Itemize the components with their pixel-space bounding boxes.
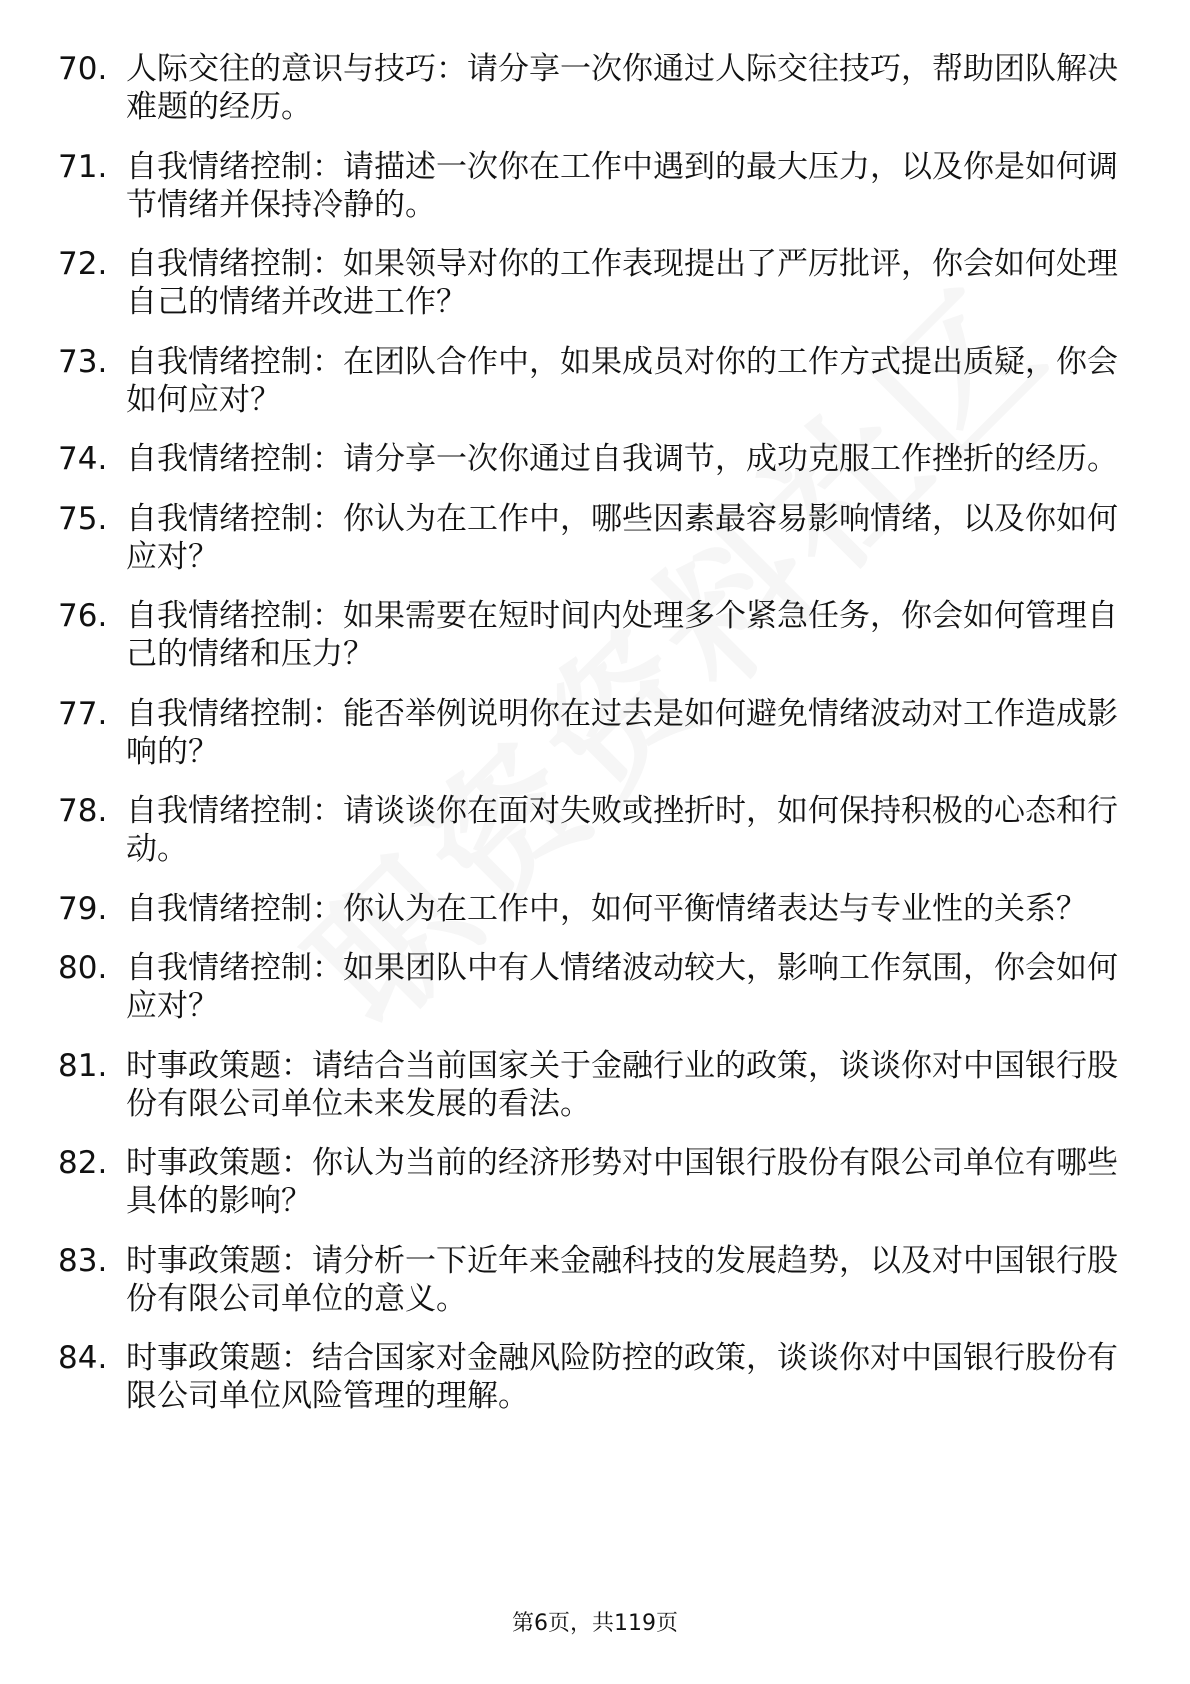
question-text: 时事政策题：你认为当前的经济形势对中国银行股份有限公司单位有哪些具体的影响？ — [126, 1145, 1118, 1219]
list-item — [58, 597, 1118, 673]
question-text: 时事政策题：结合国家对金融风险防控的政策，谈谈你对中国银行股份有限公司单位风险管理的理解。 — [126, 1340, 1118, 1414]
question-list — [58, 50, 1118, 1437]
question-text: 自我情绪控制：请谈谈你在面对失败或挫折时，如何保持积极的心态和行动。 — [126, 793, 1118, 867]
question-number: 72. — [58, 246, 108, 282]
question-number: 79. — [58, 890, 108, 927]
question-number: 73. — [58, 343, 108, 380]
question-number: 83. — [58, 1242, 108, 1279]
list-item — [58, 440, 1118, 478]
question-text: 自我情绪控制：请分享一次你通过自我调节，成功克服工作挫折的经历。 — [126, 441, 1118, 477]
page-footer — [0, 1610, 1190, 1638]
question-text: 人际交往的意识与技巧：请分享一次你通过人际交往技巧，帮助团队解决难题的经历。 — [126, 51, 1118, 125]
list-item — [58, 148, 1118, 224]
question-text: 自我情绪控制：如果团队中有人情绪波动较大，影响工作氛围，你会如何应对？ — [126, 950, 1118, 1024]
question-text: 时事政策题：请分析一下近年来金融科技的发展趋势，以及对中国银行股份有限公司单位的意义。 — [126, 1242, 1118, 1317]
question-number: 78. — [58, 793, 108, 829]
list-item — [58, 1242, 1118, 1318]
question-text: 自我情绪控制：你认为在工作中，如何平衡情绪表达与专业性的关系？ — [126, 890, 1087, 927]
question-number: 80. — [58, 950, 108, 986]
question-text: 自我情绪控制：你认为在工作中，哪些因素最容易影响情绪，以及你如何应对？ — [126, 500, 1118, 575]
list-item — [58, 245, 1118, 321]
list-item — [58, 949, 1118, 1025]
question-number: 75. — [58, 500, 108, 537]
list-item — [58, 1339, 1118, 1415]
question-text: 自我情绪控制：如果领导对你的工作表现提出了严厉批评，你会如何处理自己的情绪并改进工作？ — [126, 246, 1118, 320]
question-number: 84. — [58, 1340, 108, 1376]
question-text: 自我情绪控制：如果需要在短时间内处理多个紧急任务，你会如何管理自己的情绪和压力？ — [126, 598, 1118, 672]
list-item — [58, 50, 1118, 126]
list-item — [58, 695, 1118, 771]
question-text: 自我情绪控制：请描述一次你在工作中遇到的最大压力，以及你是如何调节情绪并保持冷静的。 — [126, 148, 1118, 223]
list-item — [58, 1047, 1118, 1123]
list-item — [58, 500, 1118, 576]
list-item — [58, 890, 1118, 928]
question-text: 自我情绪控制：在团队合作中，如果成员对你的工作方式提出质疑，你会如何应对？ — [126, 343, 1118, 418]
list-item — [58, 792, 1118, 868]
question-number: 77. — [58, 695, 108, 732]
question-number: 81. — [58, 1047, 108, 1084]
page-number-label: 第6页，共119页 — [512, 1611, 678, 1636]
list-item — [58, 1144, 1118, 1220]
question-number: 76. — [58, 598, 108, 634]
question-number: 71. — [58, 148, 108, 185]
question-number: 82. — [58, 1145, 108, 1181]
list-item — [58, 343, 1118, 419]
question-number: 74. — [58, 441, 108, 477]
question-text: 时事政策题：请结合当前国家关于金融行业的政策，谈谈你对中国银行股份有限公司单位未来发展的看法。 — [126, 1047, 1118, 1122]
question-number: 70. — [58, 51, 108, 87]
question-text: 自我情绪控制：能否举例说明你在过去是如何避免情绪波动对工作造成影响的？ — [126, 695, 1118, 770]
